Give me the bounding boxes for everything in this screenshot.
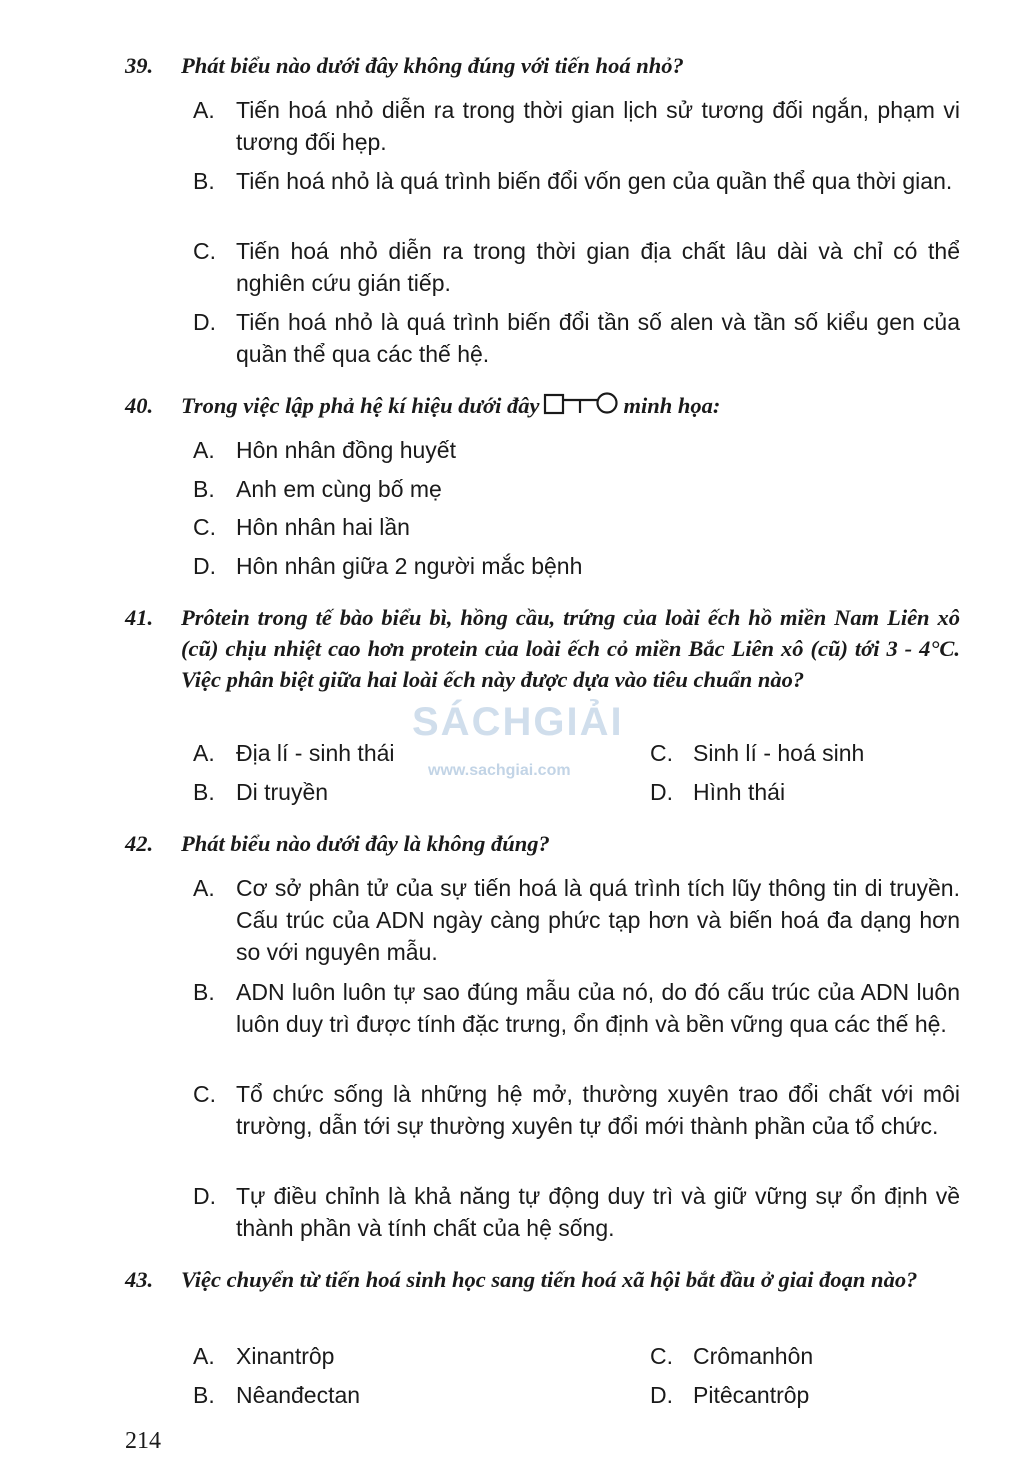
option-letter: A. [193, 97, 215, 123]
option-letter: C. [193, 1081, 216, 1107]
option-39-d[interactable] [193, 306, 960, 370]
pedigree-marriage-symbol-icon [543, 392, 619, 416]
option-41-c[interactable] [650, 737, 970, 769]
option-40-d[interactable] [193, 550, 960, 582]
option-text: Tiến hoá nhỏ là quá trình biến đổi vốn gen của quần thể qua thời gian. [236, 168, 953, 194]
question-number: 43. [125, 1267, 154, 1292]
option-text: Địa lí - sinh thái [236, 740, 395, 766]
option-letter: A. [193, 875, 215, 901]
option-letter: C. [650, 740, 673, 766]
option-letter: D. [650, 1382, 673, 1408]
option-text: Tổ chức sống là những hệ mở, thường xuyên trao đổi chất với môi trường, dẫn tới sự thường xuyên tự đổi mới thành phần của tổ chức. [236, 1081, 960, 1139]
option-text: Cơ sở phân tử của sự tiến hoá là quá trình tích lũy thông tin di truyền. Cấu trúc của ADN ngày càng phức tạp hơn và biến hoá đa dạng hơn so với nguyên mẫu. [236, 875, 960, 965]
question-text [125, 390, 960, 421]
option-42-b[interactable] [193, 976, 960, 1040]
option-text: Tiến hoá nhỏ là quá trình biến đổi tần số alen và tần số kiểu gen của quần thể qua các thế hệ. [236, 309, 960, 367]
option-text: ADN luôn luôn tự sao đúng mẫu của nó, do đó cấu trúc của ADN luôn luôn duy trì được tính đặc trưng, ổn định và bền vững qua các thế hệ. [236, 979, 960, 1037]
option-39-b[interactable] [193, 165, 960, 197]
option-text: Hôn nhân giữa 2 người mắc bệnh [236, 553, 583, 579]
option-letter: C. [650, 1343, 673, 1369]
question-number: 41. [125, 605, 154, 630]
option-text: Hôn nhân hai lần [236, 514, 410, 540]
option-text: Sinh lí - hoá sinh [693, 740, 865, 766]
page-number: 214 [125, 1428, 161, 1454]
question-text: Prôtein trong tế bào biểu bì, hồng cầu, trứng của loài ếch hồ miền Nam Liên xô (cũ) chịu nhiệt cao hơn protein của loài ếch cỏ miền Bắc Liên xô (cũ) tới 3 - 4°C. Việc phân biệt giữa hai loài ếch này được dựa vào tiêu chuẩn nào? [181, 605, 960, 692]
option-text: Tiến hoá nhỏ diễn ra trong thời gian địa chất lâu dài và chỉ có thể nghiên cứu gián tiếp. [236, 238, 960, 296]
question-41 [125, 602, 960, 695]
option-42-a[interactable] [193, 872, 960, 968]
question-number: 42. [125, 831, 154, 856]
option-43-a[interactable] [193, 1340, 513, 1372]
question-43 [125, 1264, 960, 1295]
option-43-b[interactable] [193, 1379, 513, 1411]
option-letter: B. [193, 168, 215, 194]
option-letter: A. [193, 740, 215, 766]
question-number: 40. [125, 393, 154, 418]
option-text: Anh em cùng bố mẹ [236, 476, 442, 502]
option-letter: D. [193, 309, 216, 335]
option-letter: B. [193, 1382, 215, 1408]
option-letter: C. [193, 238, 216, 264]
question-text-after: minh họa: [623, 393, 721, 418]
option-letter: A. [193, 1343, 215, 1369]
option-39-c[interactable] [193, 235, 960, 299]
question-text: Việc chuyển từ tiến hoá sinh học sang tiến hoá xã hội bắt đầu ở giai đoạn nào? [181, 1267, 918, 1292]
option-text: Hình thái [693, 779, 786, 805]
option-text: Tiến hoá nhỏ diễn ra trong thời gian lịch sử tương đối ngắn, phạm vi tương đối hẹp. [236, 97, 960, 155]
option-43-d[interactable] [650, 1379, 970, 1411]
question-40 [125, 390, 960, 421]
option-42-c[interactable] [193, 1078, 960, 1142]
option-text: Crômanhôn [693, 1343, 814, 1369]
option-letter: D. [193, 1183, 216, 1209]
option-40-a[interactable] [193, 434, 960, 466]
option-letter: B. [193, 979, 215, 1005]
question-number: 39. [125, 53, 154, 78]
option-text: Tự điều chỉnh là khả năng tự động duy trì và giữ vững sự ổn định về thành phần và tính chất của hệ sống. [236, 1183, 960, 1241]
option-text: Di truyền [236, 779, 329, 805]
option-text: Nêanđectan [236, 1382, 361, 1408]
option-43-c[interactable] [650, 1340, 970, 1372]
watermark-url: www.sachgiai.com [428, 762, 571, 779]
option-letter: A. [193, 437, 215, 463]
option-letter: D. [193, 553, 216, 579]
question-text-before: Trong việc lập phả hệ kí hiệu dưới đây [181, 393, 540, 418]
question-39 [125, 50, 960, 81]
option-40-c[interactable] [193, 511, 960, 543]
option-41-d[interactable] [650, 776, 970, 808]
option-letter: D. [650, 779, 673, 805]
watermark [412, 700, 622, 790]
watermark-logo: SÁCHGIẢI [412, 700, 624, 744]
question-42 [125, 828, 960, 859]
question-text: Phát biểu nào dưới đây không đúng với tiến hoá nhỏ? [181, 53, 684, 78]
option-letter: B. [193, 476, 215, 502]
option-text: Xinantrôp [236, 1343, 335, 1369]
option-letter: B. [193, 779, 215, 805]
option-42-d[interactable] [193, 1180, 960, 1244]
question-text: Phát biểu nào dưới đây là không đúng? [181, 831, 550, 856]
option-39-a[interactable] [193, 94, 960, 158]
option-letter: C. [193, 514, 216, 540]
option-40-b[interactable] [193, 473, 960, 505]
option-text: Pitêcantrôp [693, 1382, 810, 1408]
option-text: Hôn nhân đồng huyết [236, 437, 456, 463]
